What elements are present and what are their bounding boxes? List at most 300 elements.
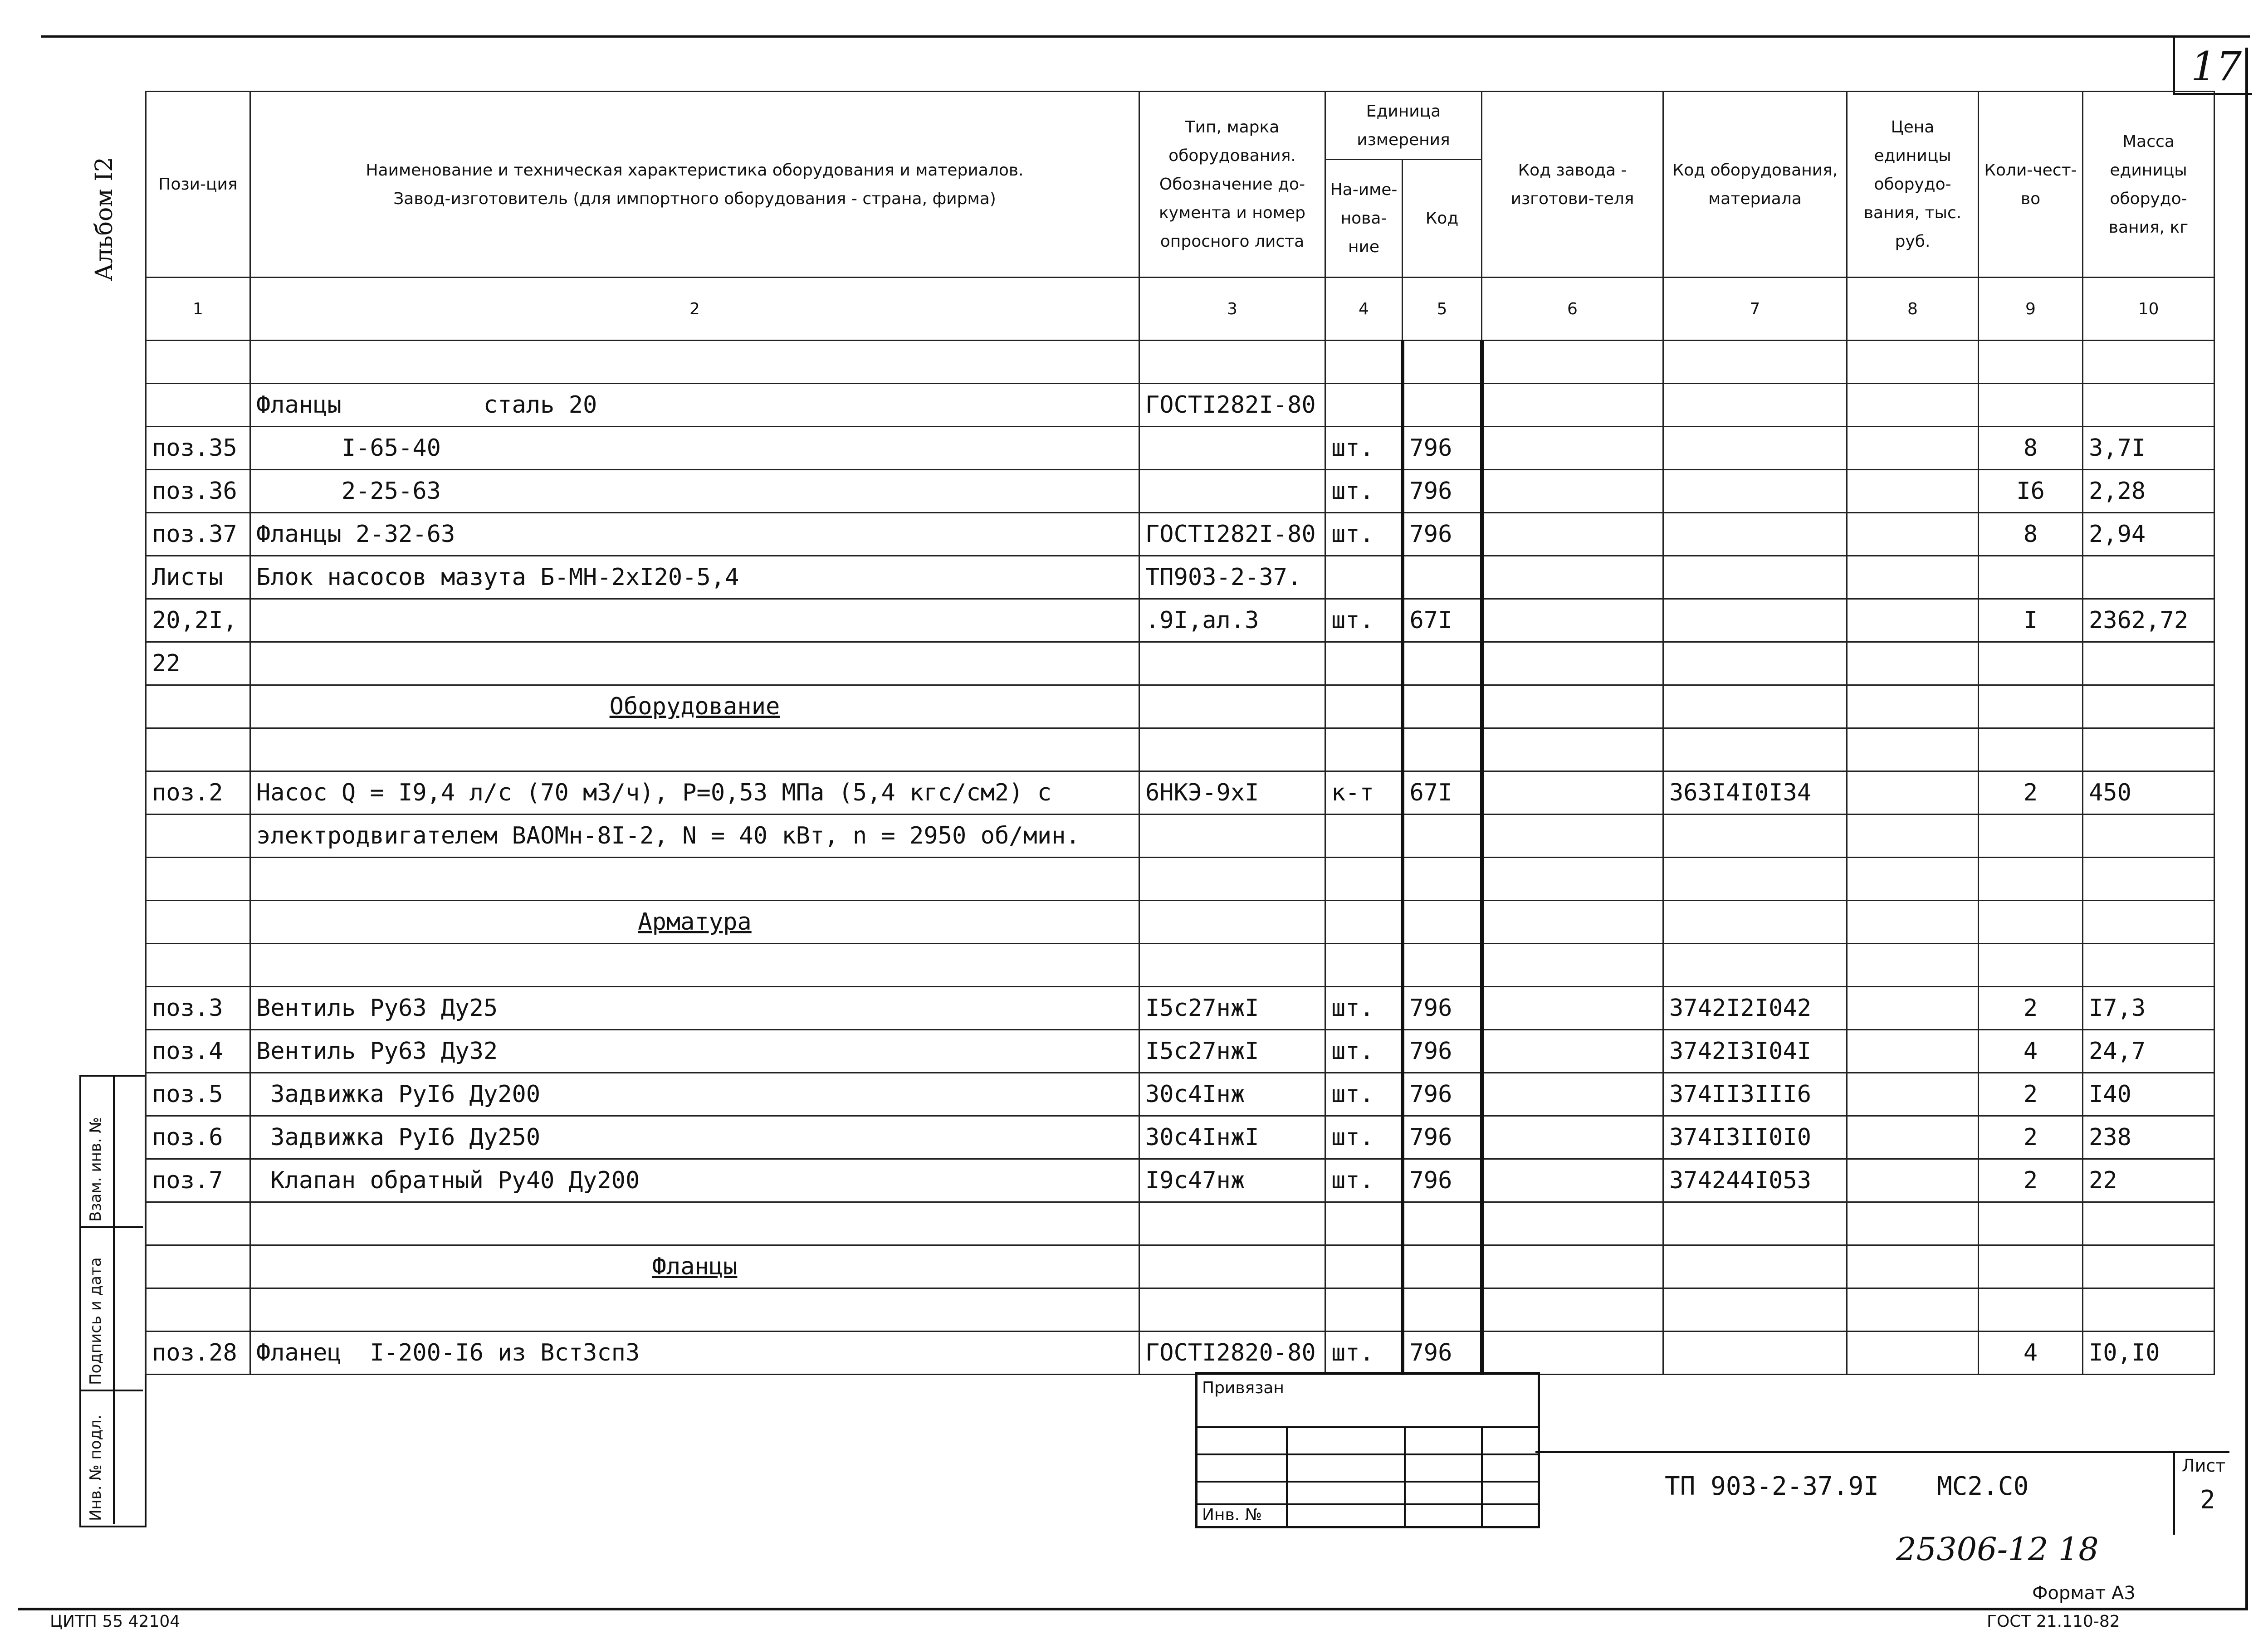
- cell-price: [1847, 1288, 1979, 1332]
- cell-type: 30с4IнжI: [1139, 1116, 1325, 1159]
- cell-mass: 450: [2083, 771, 2214, 815]
- cell-mass: [2083, 1202, 2214, 1245]
- side-stamp: [79, 1075, 147, 1527]
- cell-price: [1847, 427, 1979, 470]
- header-material-code: Код оборудования, материала: [1663, 92, 1847, 278]
- cell-ucode: [1403, 815, 1482, 858]
- cell-mass: 2362,72: [2083, 599, 2214, 642]
- colnum-2: 2: [250, 278, 1139, 341]
- table-row: [146, 1288, 2214, 1332]
- cell-qty: [1979, 341, 2083, 384]
- cell-name: [250, 341, 1139, 384]
- table-row: [146, 599, 2214, 642]
- bottom-left-text: ЦИТП 55 42104: [50, 1612, 181, 1631]
- cell-mcode: 374I3II0I0: [1663, 1116, 1847, 1159]
- table-row: [146, 728, 2214, 771]
- cell-qty: 2: [1979, 1159, 2083, 1202]
- cell-pos: [146, 858, 250, 901]
- cell-pos: поз.7: [146, 1159, 250, 1202]
- cell-mcode: [1663, 858, 1847, 901]
- cell-ucode: 796: [1403, 470, 1482, 513]
- cell-qty: [1979, 815, 2083, 858]
- cell-pos: поз.36: [146, 470, 250, 513]
- cell-type: [1139, 944, 1325, 987]
- cell-name: Оборудование: [250, 685, 1139, 728]
- cell-unit: [1325, 944, 1403, 987]
- cell-type: 30с4Iнж: [1139, 1073, 1325, 1116]
- cell-pos: [146, 1245, 250, 1288]
- cell-unit: [1325, 815, 1403, 858]
- cell-factory: [1482, 1332, 1663, 1375]
- cell-type: [1139, 815, 1325, 858]
- cell-pos: Листы: [146, 556, 250, 599]
- cell-name: Задвижка РуI6 Ду250: [250, 1116, 1139, 1159]
- cell-price: [1847, 1202, 1979, 1245]
- cell-unit: [1325, 384, 1403, 427]
- cell-qty: 4: [1979, 1030, 2083, 1073]
- column-number-row: [146, 278, 2214, 341]
- cell-unit: шт.: [1325, 1073, 1403, 1116]
- cell-mass: 2,28: [2083, 470, 2214, 513]
- cell-ucode: 796: [1403, 513, 1482, 556]
- cell-mcode: 3742I2I042: [1663, 987, 1847, 1030]
- cell-qty: [1979, 642, 2083, 685]
- cell-type: ТП903-2-37.: [1139, 556, 1325, 599]
- cell-unit: шт.: [1325, 470, 1403, 513]
- cell-mcode: [1663, 815, 1847, 858]
- cell-price: [1847, 901, 1979, 944]
- cell-unit: шт.: [1325, 513, 1403, 556]
- cell-factory: [1482, 513, 1663, 556]
- cell-factory: [1482, 1202, 1663, 1245]
- cell-mcode: [1663, 341, 1847, 384]
- cell-price: [1847, 1245, 1979, 1288]
- cell-price: [1847, 1116, 1979, 1159]
- cell-ucode: 67I: [1403, 599, 1482, 642]
- cell-ucode: 796: [1403, 1332, 1482, 1375]
- cell-factory: [1482, 1030, 1663, 1073]
- table-row: [146, 1332, 2214, 1375]
- header-quantity: Коли-чест-во: [1979, 92, 2083, 278]
- cell-qty: 2: [1979, 987, 2083, 1030]
- cell-mass: [2083, 901, 2214, 944]
- cell-name: [250, 728, 1139, 771]
- top-border-line: [41, 35, 2250, 38]
- cell-mcode: [1663, 556, 1847, 599]
- cell-unit: шт.: [1325, 987, 1403, 1030]
- cell-qty: [1979, 685, 2083, 728]
- cell-unit: шт.: [1325, 1332, 1403, 1375]
- table-row: [146, 513, 2214, 556]
- cell-factory: [1482, 944, 1663, 987]
- cell-ucode: 796: [1403, 427, 1482, 470]
- cell-name: I-65-40: [250, 427, 1139, 470]
- cell-ucode: [1403, 341, 1482, 384]
- cell-pos: [146, 815, 250, 858]
- title-block-line: [1535, 1451, 2229, 1453]
- cell-mcode: [1663, 1332, 1847, 1375]
- colnum-9: 9: [1979, 278, 2083, 341]
- cell-qty: [1979, 1288, 2083, 1332]
- cell-factory: [1482, 728, 1663, 771]
- cell-ucode: 796: [1403, 1030, 1482, 1073]
- cell-price: [1847, 685, 1979, 728]
- cell-ucode: [1403, 728, 1482, 771]
- cell-price: [1847, 1073, 1979, 1116]
- cell-mass: 3,7I: [2083, 427, 2214, 470]
- cell-ucode: 796: [1403, 1159, 1482, 1202]
- colnum-7: 7: [1663, 278, 1847, 341]
- table-row: [146, 815, 2214, 858]
- cell-factory: [1482, 901, 1663, 944]
- cell-mass: 24,7: [2083, 1030, 2214, 1073]
- cell-name: Задвижка РуI6 Ду200: [250, 1073, 1139, 1116]
- cell-type: [1139, 685, 1325, 728]
- cell-mcode: [1663, 427, 1847, 470]
- table-row: [146, 944, 2214, 987]
- cell-qty: 2: [1979, 771, 2083, 815]
- cell-mass: [2083, 556, 2214, 599]
- cell-type: [1139, 427, 1325, 470]
- cell-mcode: [1663, 1288, 1847, 1332]
- cell-name: [250, 1288, 1139, 1332]
- header-name: [250, 92, 1139, 278]
- cell-unit: шт.: [1325, 1030, 1403, 1073]
- cell-mcode: 363I4I0I34: [1663, 771, 1847, 815]
- cell-name: Фланцы сталь 20: [250, 384, 1139, 427]
- cell-unit: [1325, 341, 1403, 384]
- cell-unit: шт.: [1325, 1159, 1403, 1202]
- cell-name: Клапан обратный Ру40 Ду200: [250, 1159, 1139, 1202]
- cell-mcode: [1663, 685, 1847, 728]
- cell-name: [250, 642, 1139, 685]
- header-price: Цена единицы оборудо-вания, тыс. руб.: [1847, 92, 1979, 278]
- sheet-label: Лист: [2182, 1456, 2226, 1476]
- handwritten-number: 25306-12 18: [1896, 1531, 2099, 1568]
- cell-ucode: [1403, 1288, 1482, 1332]
- sheet-number: 2: [2200, 1485, 2215, 1515]
- cell-ucode: [1403, 685, 1482, 728]
- cell-name: Фланцы 2-32-63: [250, 513, 1139, 556]
- cell-name: Фланцы: [250, 1245, 1139, 1288]
- table-row: [146, 771, 2214, 815]
- cell-mass: [2083, 1288, 2214, 1332]
- table-row: [146, 858, 2214, 901]
- cell-unit: [1325, 858, 1403, 901]
- cell-unit: шт.: [1325, 427, 1403, 470]
- cell-price: [1847, 384, 1979, 427]
- cell-pos: 20,2I,: [146, 599, 250, 642]
- cell-type: [1139, 1202, 1325, 1245]
- cell-factory: [1482, 642, 1663, 685]
- cell-type: ГОСТI282I-80: [1139, 513, 1325, 556]
- colnum-10: 10: [2083, 278, 2214, 341]
- cell-unit: [1325, 901, 1403, 944]
- document-mark: МС2.С0: [1937, 1472, 2029, 1501]
- cell-price: [1847, 815, 1979, 858]
- cell-name: Арматура: [250, 901, 1139, 944]
- cell-factory: [1482, 1288, 1663, 1332]
- cell-mcode: [1663, 901, 1847, 944]
- cell-mcode: 3742I3I04I: [1663, 1030, 1847, 1073]
- cell-ucode: 67I: [1403, 771, 1482, 815]
- header-name-line1: Наименование и техническая характеристика оборудования и материалов.: [366, 161, 1024, 180]
- cell-unit: [1325, 1202, 1403, 1245]
- table-row: [146, 901, 2214, 944]
- cell-mcode: [1663, 944, 1847, 987]
- cell-ucode: [1403, 1245, 1482, 1288]
- cell-type: [1139, 1288, 1325, 1332]
- binding-box: [1195, 1372, 1540, 1528]
- cell-mcode: [1663, 513, 1847, 556]
- cell-mass: I40: [2083, 1073, 2214, 1116]
- cell-pos: [146, 901, 250, 944]
- cell-ucode: [1403, 642, 1482, 685]
- cell-type: I5с27нжI: [1139, 987, 1325, 1030]
- header-type: Тип, марка оборудования. Обозначение до-кумента и номер опросного листа: [1139, 92, 1325, 278]
- cell-name: [250, 944, 1139, 987]
- cell-name: Насос Q = I9,4 л/с (70 м3/ч), Р=0,53 МПа (5,4 кгс/см2) с: [250, 771, 1139, 815]
- cell-mass: [2083, 642, 2214, 685]
- cell-unit: [1325, 1245, 1403, 1288]
- cell-mcode: [1663, 1202, 1847, 1245]
- cell-mcode: [1663, 728, 1847, 771]
- cell-type: ГОСТI2820-80: [1139, 1332, 1325, 1375]
- table-row: [146, 685, 2214, 728]
- cell-type: [1139, 728, 1325, 771]
- table-row: [146, 556, 2214, 599]
- album-label: Альбом I2: [91, 157, 118, 281]
- cell-ucode: [1403, 858, 1482, 901]
- cell-type: [1139, 470, 1325, 513]
- cell-ucode: 796: [1403, 987, 1482, 1030]
- cell-price: [1847, 1159, 1979, 1202]
- cell-qty: I: [1979, 599, 2083, 642]
- cell-type: [1139, 341, 1325, 384]
- cell-factory: [1482, 470, 1663, 513]
- cell-mass: [2083, 858, 2214, 901]
- colnum-3: 3: [1139, 278, 1325, 341]
- cell-name: [250, 858, 1139, 901]
- cell-price: [1847, 556, 1979, 599]
- cell-qty: [1979, 556, 2083, 599]
- stamp-inv-podl: Инв. № подл.: [87, 1415, 105, 1521]
- cell-price: [1847, 341, 1979, 384]
- header-name-line2: Завод-изготовитель (для импортного оборудования - страна, фирма): [393, 189, 996, 208]
- cell-name: Вентиль Ру63 Ду32: [250, 1030, 1139, 1073]
- table-row: [146, 1159, 2214, 1202]
- cell-pos: [146, 384, 250, 427]
- cell-pos: [146, 1288, 250, 1332]
- cell-mass: 22: [2083, 1159, 2214, 1202]
- cell-qty: [1979, 728, 2083, 771]
- cell-mcode: [1663, 599, 1847, 642]
- document-code: ТП 903-2-37.9I: [1665, 1472, 1879, 1501]
- cell-mass: [2083, 728, 2214, 771]
- bottom-right-text: ГОСТ 21.110-82: [1987, 1612, 2120, 1631]
- cell-ucode: 796: [1403, 1116, 1482, 1159]
- colnum-5: 5: [1403, 278, 1482, 341]
- cell-mass: I0,I0: [2083, 1332, 2214, 1375]
- cell-mcode: [1663, 470, 1847, 513]
- header-unit-code: Код: [1403, 160, 1482, 278]
- cell-factory: [1482, 556, 1663, 599]
- cell-name: Фланец I-200-I6 из ВстЗсп3: [250, 1332, 1139, 1375]
- cell-mcode: [1663, 642, 1847, 685]
- colnum-6: 6: [1482, 278, 1663, 341]
- cell-mass: [2083, 341, 2214, 384]
- table-row: [146, 427, 2214, 470]
- cell-type: [1139, 858, 1325, 901]
- cell-unit: [1325, 642, 1403, 685]
- cell-pos: [146, 728, 250, 771]
- cell-name: Вентиль Ру63 Ду25: [250, 987, 1139, 1030]
- cell-unit: к-т: [1325, 771, 1403, 815]
- cell-pos: поз.3: [146, 987, 250, 1030]
- table-row: [146, 1116, 2214, 1159]
- cell-pos: поз.6: [146, 1116, 250, 1159]
- cell-mass: [2083, 815, 2214, 858]
- cell-pos: поз.37: [146, 513, 250, 556]
- cell-factory: [1482, 599, 1663, 642]
- cell-qty: 8: [1979, 513, 2083, 556]
- cell-factory: [1482, 427, 1663, 470]
- cell-unit: шт.: [1325, 1116, 1403, 1159]
- cell-unit: [1325, 728, 1403, 771]
- cell-price: [1847, 771, 1979, 815]
- cell-mcode: 374II3III6: [1663, 1073, 1847, 1116]
- cell-mass: 238: [2083, 1116, 2214, 1159]
- cell-ucode: [1403, 901, 1482, 944]
- cell-qty: [1979, 858, 2083, 901]
- cell-name: [250, 1202, 1139, 1245]
- cell-factory: [1482, 771, 1663, 815]
- cell-price: [1847, 987, 1979, 1030]
- table-row: [146, 1202, 2214, 1245]
- cell-factory: [1482, 858, 1663, 901]
- table-row: [146, 470, 2214, 513]
- header-unit-name: На-име-нова-ние: [1325, 160, 1403, 278]
- cell-unit: [1325, 685, 1403, 728]
- cell-ucode: [1403, 1202, 1482, 1245]
- cell-factory: [1482, 685, 1663, 728]
- cell-factory: [1482, 1073, 1663, 1116]
- cell-pos: поз.4: [146, 1030, 250, 1073]
- cell-type: I5с27нжI: [1139, 1030, 1325, 1073]
- table-row: [146, 384, 2214, 427]
- cell-mass: [2083, 685, 2214, 728]
- cell-price: [1847, 599, 1979, 642]
- colnum-8: 8: [1847, 278, 1979, 341]
- cell-type: I9с47нж: [1139, 1159, 1325, 1202]
- cell-pos: поз.5: [146, 1073, 250, 1116]
- cell-type: [1139, 1245, 1325, 1288]
- cell-type: [1139, 642, 1325, 685]
- cell-name: электродвигателем ВАОМн-8I-2, N = 40 кВт, n = 2950 об/мин.: [250, 815, 1139, 858]
- stamp-podpis-data: Подпись и дата: [87, 1257, 105, 1385]
- cell-unit: [1325, 556, 1403, 599]
- cell-pos: поз.28: [146, 1332, 250, 1375]
- specification-table: [145, 91, 2215, 1375]
- cell-qty: [1979, 384, 2083, 427]
- cell-pos: [146, 944, 250, 987]
- cell-type: [1139, 901, 1325, 944]
- colnum-4: 4: [1325, 278, 1403, 341]
- table-row: [146, 341, 2214, 384]
- cell-qty: 2: [1979, 1116, 2083, 1159]
- cell-qty: [1979, 1202, 2083, 1245]
- cell-mcode: 374244I053: [1663, 1159, 1847, 1202]
- table-row: [146, 642, 2214, 685]
- cell-pos: поз.2: [146, 771, 250, 815]
- inv-no-label: Инв. №: [1202, 1506, 1262, 1524]
- table-row: [146, 1073, 2214, 1116]
- cell-qty: 2: [1979, 1073, 2083, 1116]
- cell-factory: [1482, 1245, 1663, 1288]
- cell-mcode: [1663, 1245, 1847, 1288]
- header-mass: Масса единицы оборудо-вания, кг: [2083, 92, 2214, 278]
- cell-type: 6НКЭ-9хI: [1139, 771, 1325, 815]
- format-label: Формат А3: [2032, 1583, 2136, 1604]
- corner-number: 17: [2191, 43, 2242, 90]
- cell-qty: [1979, 1245, 2083, 1288]
- cell-pos: [146, 685, 250, 728]
- cell-qty: [1979, 944, 2083, 987]
- cell-name: [250, 599, 1139, 642]
- cell-factory: [1482, 1116, 1663, 1159]
- cell-mass: [2083, 1245, 2214, 1288]
- cell-mass: [2083, 944, 2214, 987]
- cell-mass: [2083, 384, 2214, 427]
- cell-type: ГОСТI282I-80: [1139, 384, 1325, 427]
- cell-name: 2-25-63: [250, 470, 1139, 513]
- cell-ucode: 796: [1403, 1073, 1482, 1116]
- cell-pos: [146, 1202, 250, 1245]
- cell-qty: I6: [1979, 470, 2083, 513]
- cell-pos: 22: [146, 642, 250, 685]
- cell-price: [1847, 513, 1979, 556]
- cell-price: [1847, 728, 1979, 771]
- cell-price: [1847, 944, 1979, 987]
- cell-factory: [1482, 987, 1663, 1030]
- table-row: [146, 987, 2214, 1030]
- cell-mass: 2,94: [2083, 513, 2214, 556]
- cell-ucode: [1403, 556, 1482, 599]
- cell-qty: 8: [1979, 427, 2083, 470]
- cell-qty: [1979, 901, 2083, 944]
- cell-factory: [1482, 384, 1663, 427]
- header-position: Пози-ция: [146, 92, 250, 278]
- header-unit-group: Единица измерения: [1325, 92, 1482, 160]
- cell-ucode: [1403, 384, 1482, 427]
- table-row: [146, 1245, 2214, 1288]
- header-factory-code: Код завода - изготови-теля: [1482, 92, 1663, 278]
- table-row: [146, 1030, 2214, 1073]
- cell-price: [1847, 642, 1979, 685]
- colnum-1: 1: [146, 278, 250, 341]
- cell-unit: [1325, 1288, 1403, 1332]
- cell-pos: поз.35: [146, 427, 250, 470]
- cell-price: [1847, 1332, 1979, 1375]
- cell-price: [1847, 858, 1979, 901]
- cell-factory: [1482, 341, 1663, 384]
- stamp-zam-inv: Взам. инв. №: [87, 1117, 105, 1222]
- cell-factory: [1482, 815, 1663, 858]
- cell-price: [1847, 470, 1979, 513]
- cell-mass: I7,3: [2083, 987, 2214, 1030]
- cell-price: [1847, 1030, 1979, 1073]
- cell-unit: шт.: [1325, 599, 1403, 642]
